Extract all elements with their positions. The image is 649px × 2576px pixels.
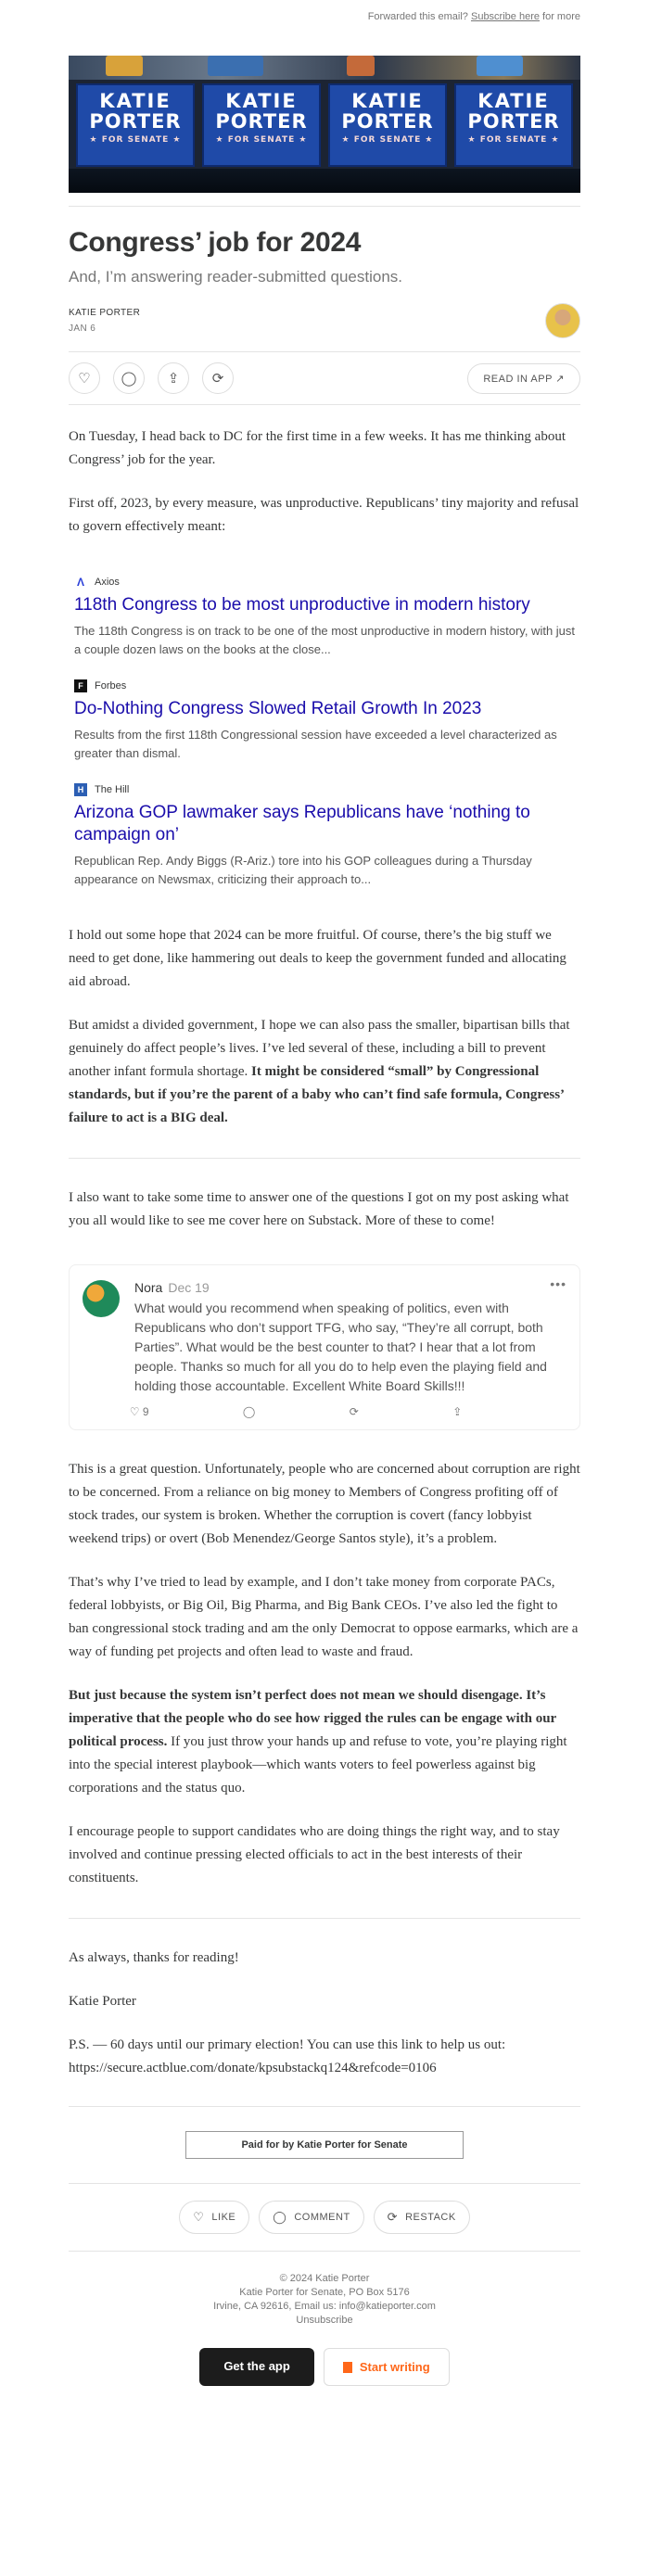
- restack-icon: ⟳: [349, 1405, 359, 1418]
- embed-source-name: Forbes: [95, 680, 127, 692]
- divider: [69, 2106, 580, 2107]
- read-in-app-button[interactable]: READ IN APP ↗: [467, 363, 580, 394]
- share-icon: ⇪: [452, 1405, 463, 1418]
- like-count: 9: [142, 1405, 149, 1418]
- paragraph: I encourage people to support candidates who are doing things the right way, and to stay involved and continue pressing elected officials to act in the best interests of their constituents.: [69, 1824, 560, 1885]
- embed-source: [74, 679, 580, 692]
- footer-cta: [69, 2348, 580, 2386]
- forward-prefix: Forwarded this email?: [367, 11, 468, 22]
- paid-for-disclaimer: Paid for by Katie Porter for Senate: [185, 2131, 464, 2159]
- hero-image[interactable]: [69, 56, 580, 193]
- hero-decor: [347, 56, 375, 76]
- restack-button[interactable]: [202, 362, 234, 394]
- embed-card-forbes[interactable]: [74, 679, 580, 763]
- post-body: [69, 425, 580, 2080]
- paragraph-ps[interactable]: P.S. — 60 days until our primary election! You can use this link to help us out: https://secure.actblue.com/donate/kpsubstackq124&refcode=0106: [69, 2037, 506, 2075]
- paragraph-bold-text: It might be considered “small” by Congressional standards, but if you’re the parent of a baby who can’t find safe formula, Congress’ failure to act is a BIG deal.: [69, 1064, 564, 1125]
- hero-decor: [477, 56, 523, 76]
- heart-icon: ♡: [78, 371, 91, 387]
- paragraph: On Tuesday, I head back to DC for the first time in a few weeks. It has me thinking about Congress’ job for the year.: [69, 429, 566, 467]
- thehill-logo-icon: H: [74, 783, 87, 796]
- paragraph: [69, 1014, 580, 1130]
- start-writing-label: Start writing: [359, 2360, 430, 2374]
- restack-icon: ⟳: [387, 2210, 399, 2224]
- commenter-name[interactable]: Nora: [134, 1280, 163, 1295]
- post-subtitle: And, I’m answering reader-submitted questions.: [69, 268, 403, 286]
- signature: Katie Porter: [69, 1994, 136, 2009]
- embed-source: [74, 576, 580, 589]
- sign-line2: PORTER: [89, 110, 182, 133]
- paragraph: This is a great question. Unfortunately, people who are concerned about corruption are right to be concerned. From a reliance on big money to Members of Congress profiting off of stock trades, our system is broken. Whether the corruption is covert (fancy lobbyist weekend trips) or overt (Bob Menendez/George Santos style), it’s a problem.: [69, 1462, 580, 1546]
- note-content: [134, 1280, 565, 1396]
- get-the-app-button[interactable]: Get the app: [199, 2348, 314, 2386]
- substack-note[interactable]: [69, 1264, 580, 1430]
- unsubscribe-link[interactable]: Unsubscribe: [296, 2315, 353, 2326]
- note-restack-button[interactable]: [350, 1405, 359, 1418]
- campaign-sign: [328, 83, 447, 167]
- sign-line1: KATIE: [351, 90, 424, 112]
- share-button[interactable]: [158, 362, 189, 394]
- divider: [69, 1918, 580, 1919]
- author-name[interactable]: KATIE PORTER: [69, 308, 141, 318]
- note-actions: [83, 1405, 565, 1418]
- byline-text: [69, 308, 140, 334]
- heart-icon: ♡: [193, 2210, 205, 2224]
- sign-line1: KATIE: [477, 90, 550, 112]
- restack-label: RESTACK: [405, 2212, 456, 2223]
- sign-line2: PORTER: [215, 110, 308, 133]
- campaign-sign: [454, 83, 573, 167]
- post-title[interactable]: Congress’ job for 2024: [69, 227, 362, 258]
- sign-line3: ★ FOR SENATE ★: [467, 135, 560, 145]
- embed-headline[interactable]: Arizona GOP lawmaker says Republicans have ‘nothing to campaign on’: [74, 803, 530, 844]
- note-date: Dec 19: [168, 1280, 210, 1295]
- forward-notice: [69, 0, 580, 56]
- sign-line2: PORTER: [467, 110, 560, 133]
- footer-info: [69, 2272, 580, 2328]
- embedded-links: [69, 576, 580, 889]
- sign-line3: ★ FOR SENATE ★: [341, 135, 434, 145]
- sign-line3: ★ FOR SENATE ★: [89, 135, 182, 145]
- sign-line2: PORTER: [341, 110, 434, 133]
- embed-card-thehill[interactable]: [74, 783, 580, 889]
- like-button[interactable]: [179, 2201, 249, 2234]
- copyright: © 2024 Katie Porter: [279, 2273, 370, 2284]
- post-actions: [69, 351, 580, 405]
- embed-description: Results from the first 118th Congressional session have exceeded a level characterized as greater than dismal.: [74, 728, 557, 760]
- paragraph: I also want to take some time to answer one of the questions I got on my post asking what you all would like to see me cover here on Substack. More of these to come!: [69, 1190, 569, 1228]
- divider: [69, 1158, 580, 1159]
- note-row: [83, 1280, 565, 1396]
- sign-line3: ★ FOR SENATE ★: [215, 135, 308, 145]
- comment-label: COMMENT: [294, 2212, 350, 2223]
- more-options-icon[interactable]: •••: [550, 1276, 566, 1291]
- paragraph: I hold out some hope that 2024 can be more fruitful. Of course, there’s the big stuff we need to get done, like hammering out deals to keep the government funded and allocating aid abroad.: [69, 928, 566, 989]
- sign-line1: KATIE: [225, 90, 298, 112]
- divider: [69, 206, 580, 207]
- forbes-logo-icon: F: [74, 679, 87, 692]
- start-writing-button[interactable]: [324, 2348, 450, 2386]
- embed-headline[interactable]: Do-Nothing Congress Slowed Retail Growth In 2023: [74, 699, 482, 718]
- address-line1: Katie Porter for Senate, PO Box 5176: [239, 2287, 410, 2298]
- hero-floor: [69, 169, 580, 193]
- embed-headline[interactable]: 118th Congress to be most unproductive in modern history: [74, 595, 530, 615]
- paragraph: As always, thanks for reading!: [69, 1950, 239, 1965]
- note-share-button[interactable]: [452, 1405, 462, 1418]
- embed-card-axios[interactable]: [74, 576, 580, 659]
- author-avatar[interactable]: [545, 303, 580, 338]
- note-like-button[interactable]: [130, 1405, 149, 1418]
- post-date: JAN 6: [69, 324, 96, 334]
- hero-ceiling: [69, 56, 580, 80]
- embed-source-name: Axios: [95, 577, 120, 588]
- heart-icon: ♡: [129, 1405, 140, 1418]
- hero-decor: [208, 56, 263, 76]
- campaign-sign: [202, 83, 321, 167]
- byline: [69, 303, 580, 338]
- bottom-spacer: [69, 2386, 580, 2412]
- note-header: [134, 1280, 565, 1297]
- footer-actions: [69, 2183, 580, 2252]
- note-text: What would you recommend when speaking of politics, even with Republicans who don’t support TFG, who say, “They’re all corrupt, both Parties”. What would be the best counter to that? I hear that a lot from people. Thanks so much for all you do to help even the playing field and holding those accountable. Excellent White Board Skills!!!: [134, 1301, 547, 1393]
- comment-button[interactable]: [259, 2201, 363, 2234]
- address-line2: Irvine, CA 92616, Email us: info@katieporter.com: [213, 2301, 436, 2312]
- forward-suffix: for more: [539, 11, 580, 22]
- paragraph-text: If you just throw your hands up and refuse to vote, you’re playing right into the special interest playbook—which wants voters to feel powerless against big corporations and the status quo.: [69, 1734, 567, 1796]
- comment-icon: ◯: [242, 1405, 256, 1418]
- like-button[interactable]: [69, 362, 100, 394]
- note-comment-button[interactable]: [243, 1405, 255, 1418]
- axios-logo-icon: Λ: [76, 576, 84, 589]
- embed-source-name: The Hill: [95, 784, 130, 795]
- paragraph-bold-text: But just because the system isn’t perfect does not mean we should disengage. It’s imperative that the people who do see how rigged the rules can be engage with our political process.: [69, 1688, 556, 1749]
- email-container: [69, 0, 580, 2412]
- paragraph-text: But amidst a divided government, I hope we can also pass the smaller, bipartisan bills that genuinely do affect people’s lives. I’ve led several of these, including a bill to prevent another infant formula shortage.: [69, 1018, 570, 1079]
- restack-button[interactable]: [374, 2201, 470, 2234]
- comment-button[interactable]: [113, 362, 145, 394]
- substack-logo-icon: [343, 2362, 352, 2373]
- hero-decor: [106, 56, 143, 76]
- subscribe-link[interactable]: Subscribe here: [470, 11, 540, 22]
- paragraph: [69, 1684, 580, 1800]
- embed-description: The 118th Congress is on track to be one of the most unproductive in modern history, with just a couple dozen laws on the books at the close...: [74, 624, 576, 656]
- embed-description: Republican Rep. Andy Biggs (R-Ariz.) tore into his GOP colleagues during a Thursday appearance on Newsmax, criticizing their approach to...: [74, 854, 532, 886]
- embed-source: [74, 783, 580, 796]
- restack-icon: ⟳: [211, 371, 224, 387]
- campaign-sign: [76, 83, 195, 167]
- share-icon: ⇪: [167, 371, 180, 387]
- like-label: LIKE: [211, 2212, 236, 2223]
- sign-line1: KATIE: [99, 90, 172, 112]
- comment-icon: ◯: [273, 2210, 287, 2224]
- commenter-avatar: [83, 1280, 120, 1317]
- paragraph: That’s why I’ve tried to lead by example, and I don’t take money from corporate PACs, federal lobbyists, or Big Oil, Big Pharma, and Big Bank CEOs. I’ve also led the fight to ban congressional stock trading and am the only Democrat to oppose earmarks, which are a way of funding pet projects and often lead to waste and fraud.: [69, 1575, 579, 1659]
- comment-icon: ◯: [121, 371, 137, 387]
- paragraph: First off, 2023, by every measure, was unproductive. Republicans’ tiny majority and refusal to govern effectively meant:: [69, 496, 579, 534]
